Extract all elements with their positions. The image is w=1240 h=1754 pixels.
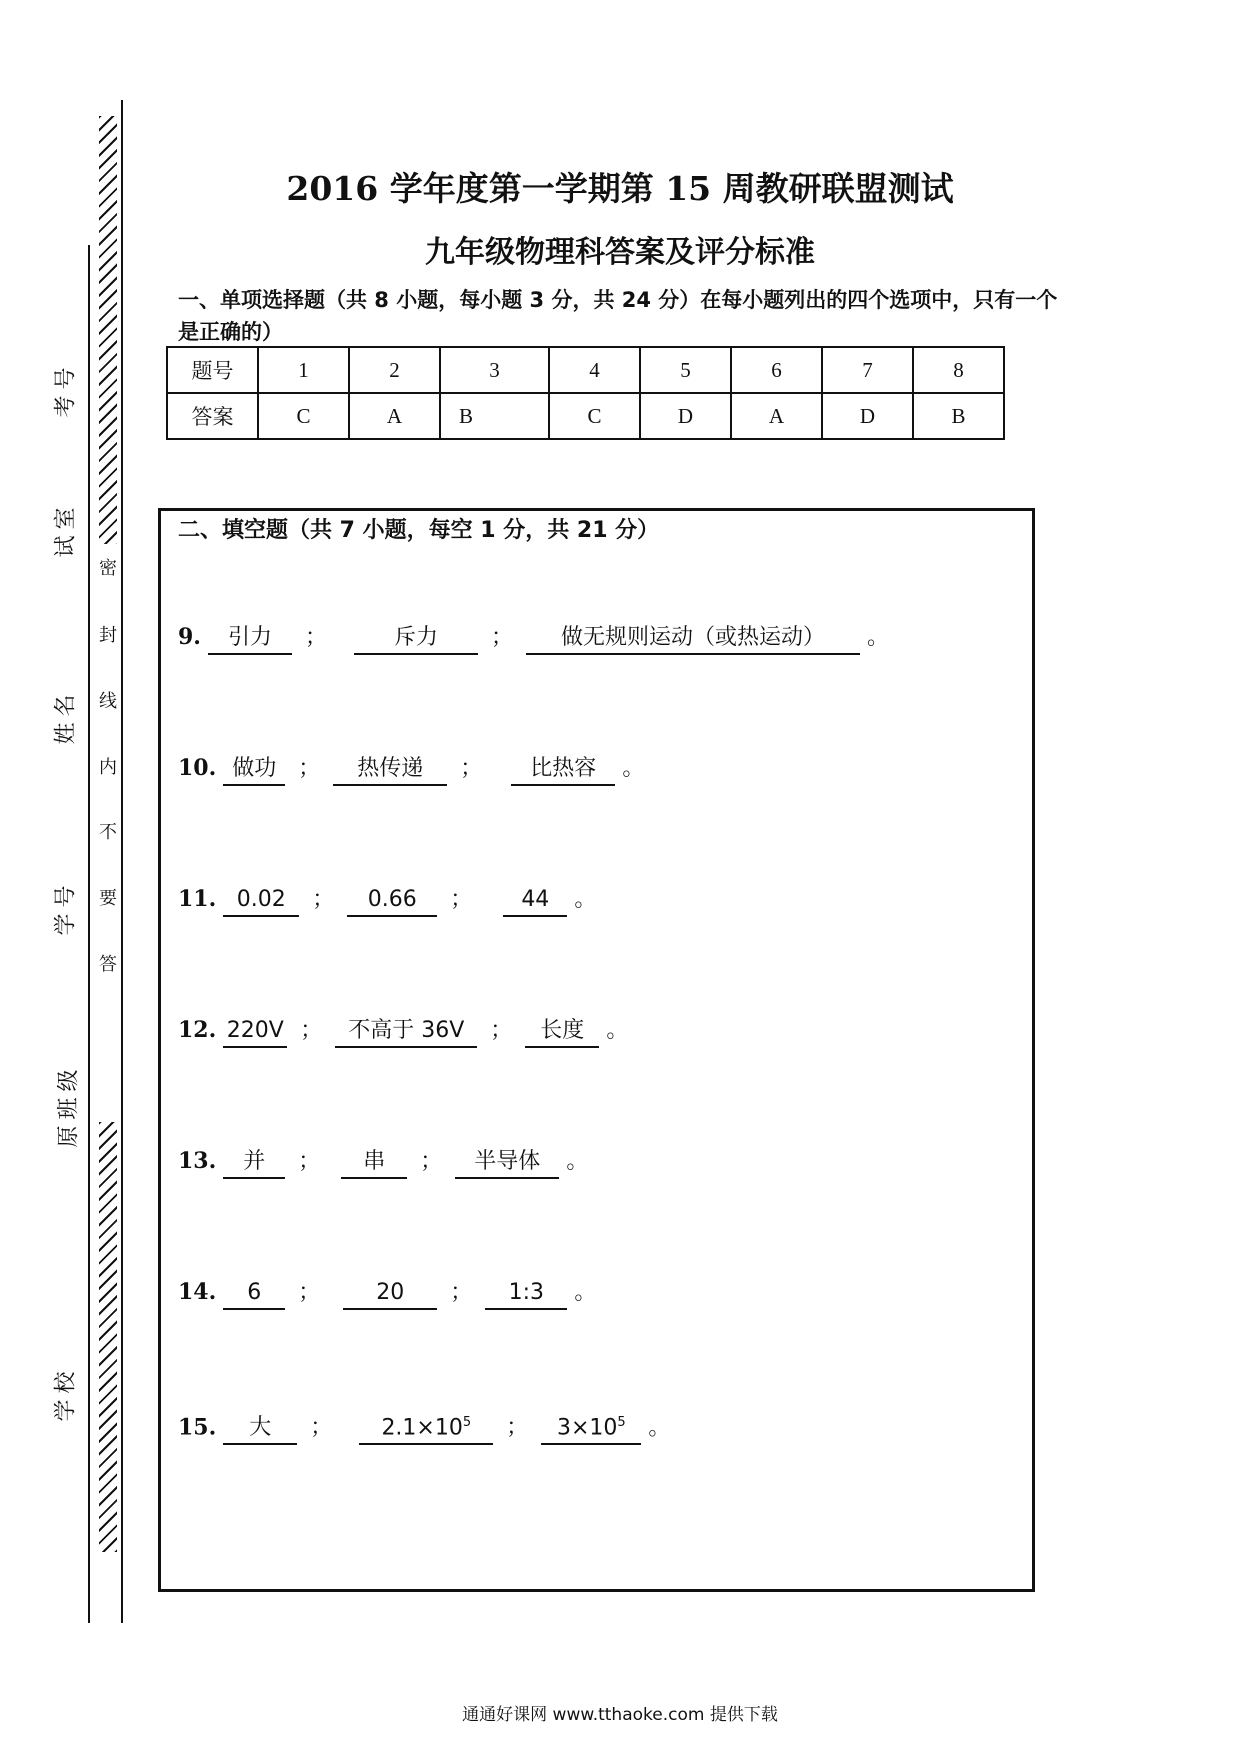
question-number-cell: 4 — [549, 347, 640, 393]
answer-blank: 做功 — [223, 754, 285, 786]
question-number: 12. — [178, 1017, 217, 1043]
question-14 — [178, 1277, 596, 1310]
question-number: 13. — [178, 1148, 217, 1174]
question-12 — [178, 1015, 628, 1048]
section1-heading: 一、单项选择题（共 8 小题，每小题 3 分，共 24 分）在每小题列出的四个选项中，只有一个是正确的） — [178, 288, 1058, 344]
question-9 — [178, 622, 889, 655]
answer-blank: 220V — [223, 1016, 287, 1048]
margin-label-school: 学校 — [53, 1365, 79, 1422]
footer-credit: 通通好课网 www.tthaoke.com 提供下载 — [462, 1705, 778, 1725]
answer-blank: 不高于 36V — [335, 1016, 477, 1048]
answer-blank: 引力 — [208, 623, 292, 655]
table-row — [167, 347, 1004, 393]
margin-label-exam-room: 试室 — [53, 501, 79, 558]
separator: ； — [450, 887, 473, 912]
seal-hatch-bottom — [99, 1122, 117, 1552]
separator: ； — [460, 756, 483, 781]
seal-char: 要 — [99, 888, 117, 909]
end-mark: 。 — [867, 625, 890, 650]
question-number: 9. — [178, 624, 201, 650]
question-number-cell: 3 — [440, 347, 549, 393]
exponent: 5 — [462, 1415, 472, 1430]
answer-blank: 比热容 — [511, 754, 615, 786]
separator: ； — [490, 625, 513, 650]
question-15 — [178, 1408, 670, 1445]
answer-blank: 长度 — [525, 1016, 599, 1048]
answer-cell: D — [822, 393, 913, 439]
section2-heading: 二、填空题（共 7 小题，每空 1 分，共 21 分） — [178, 518, 660, 543]
answer-table — [166, 346, 1005, 440]
margin-label-exam-number: 考号 — [53, 361, 79, 418]
answer-blank: 斥力 — [354, 623, 478, 655]
end-mark: 。 — [622, 756, 645, 781]
seal-char: 密 — [99, 558, 117, 579]
answer-blank: 0.02 — [223, 885, 299, 917]
margin-label-name: 姓名 — [53, 688, 79, 745]
page-title: 2016 学年度第一学期第 15 周教研联盟测试 — [286, 169, 954, 208]
answer-blank — [359, 1408, 493, 1445]
separator: ； — [298, 756, 321, 781]
answer-cell: B — [440, 393, 549, 439]
answer-cell: B — [913, 393, 1004, 439]
answer-text: 3×10 — [556, 1415, 618, 1441]
answer-cell: A — [731, 393, 822, 439]
margin-line-outer — [88, 245, 90, 1623]
answer-blank: 20 — [343, 1278, 437, 1310]
answer-blank — [541, 1408, 641, 1445]
separator: ； — [420, 1149, 443, 1174]
question-number-cell: 7 — [822, 347, 913, 393]
row-label-number: 题号 — [167, 347, 258, 393]
end-mark: 。 — [574, 887, 597, 912]
end-mark: 。 — [606, 1018, 629, 1043]
answer-blank: 0.66 — [347, 885, 437, 917]
table-row — [167, 393, 1004, 439]
question-number-cell: 5 — [640, 347, 731, 393]
question-number-cell: 1 — [258, 347, 349, 393]
question-number: 14. — [178, 1279, 217, 1305]
answer-blank: 6 — [223, 1278, 285, 1310]
end-mark: 。 — [574, 1280, 597, 1305]
answer-blank: 并 — [223, 1147, 285, 1179]
question-number: 11. — [178, 886, 217, 912]
answer-cell: C — [258, 393, 349, 439]
end-mark: 。 — [566, 1149, 589, 1174]
page-subtitle: 九年级物理科答案及评分标准 — [425, 235, 815, 270]
separator: ； — [298, 1149, 321, 1174]
question-11 — [178, 884, 596, 917]
separator: ； — [312, 887, 335, 912]
margin-label-class: 原班级 — [56, 1063, 82, 1148]
answer-blank: 做无规则运动（或热运动） — [526, 623, 860, 655]
separator: ； — [300, 1018, 323, 1043]
answer-text: 大 — [249, 1415, 272, 1441]
question-number-cell: 2 — [349, 347, 440, 393]
separator: ； — [298, 1280, 321, 1305]
seal-char: 封 — [99, 625, 117, 646]
end-mark: 。 — [648, 1415, 671, 1441]
seal-char: 线 — [99, 691, 117, 712]
separator: ； — [304, 625, 327, 650]
question-number: 10. — [178, 755, 217, 781]
question-10 — [178, 753, 644, 786]
separator: ； — [506, 1415, 529, 1441]
question-number: 15. — [178, 1414, 217, 1441]
answer-blank: 半导体 — [455, 1147, 559, 1179]
answer-cell: C — [549, 393, 640, 439]
answer-blank: 热传递 — [333, 754, 447, 786]
separator: ； — [450, 1280, 473, 1305]
seal-char: 答 — [99, 954, 117, 975]
separator: ； — [490, 1018, 513, 1043]
answer-blank: 1:3 — [485, 1278, 567, 1310]
question-number-cell: 6 — [731, 347, 822, 393]
question-number-cell: 8 — [913, 347, 1004, 393]
answer-blank: 串 — [341, 1147, 407, 1179]
exponent: 5 — [617, 1415, 626, 1430]
answer-cell: D — [640, 393, 731, 439]
answer-cell: A — [349, 393, 440, 439]
separator: ； — [310, 1415, 333, 1441]
question-13 — [178, 1146, 588, 1179]
margin-line-inner — [121, 100, 123, 1623]
answer-text: 2.1×10 — [381, 1415, 463, 1441]
seal-char: 内 — [99, 757, 117, 778]
margin-label-student-id: 学号 — [53, 879, 79, 936]
seal-char: 不 — [99, 822, 117, 843]
answer-blank: 44 — [503, 885, 567, 917]
answer-blank — [223, 1413, 297, 1445]
row-label-answer: 答案 — [167, 393, 258, 439]
